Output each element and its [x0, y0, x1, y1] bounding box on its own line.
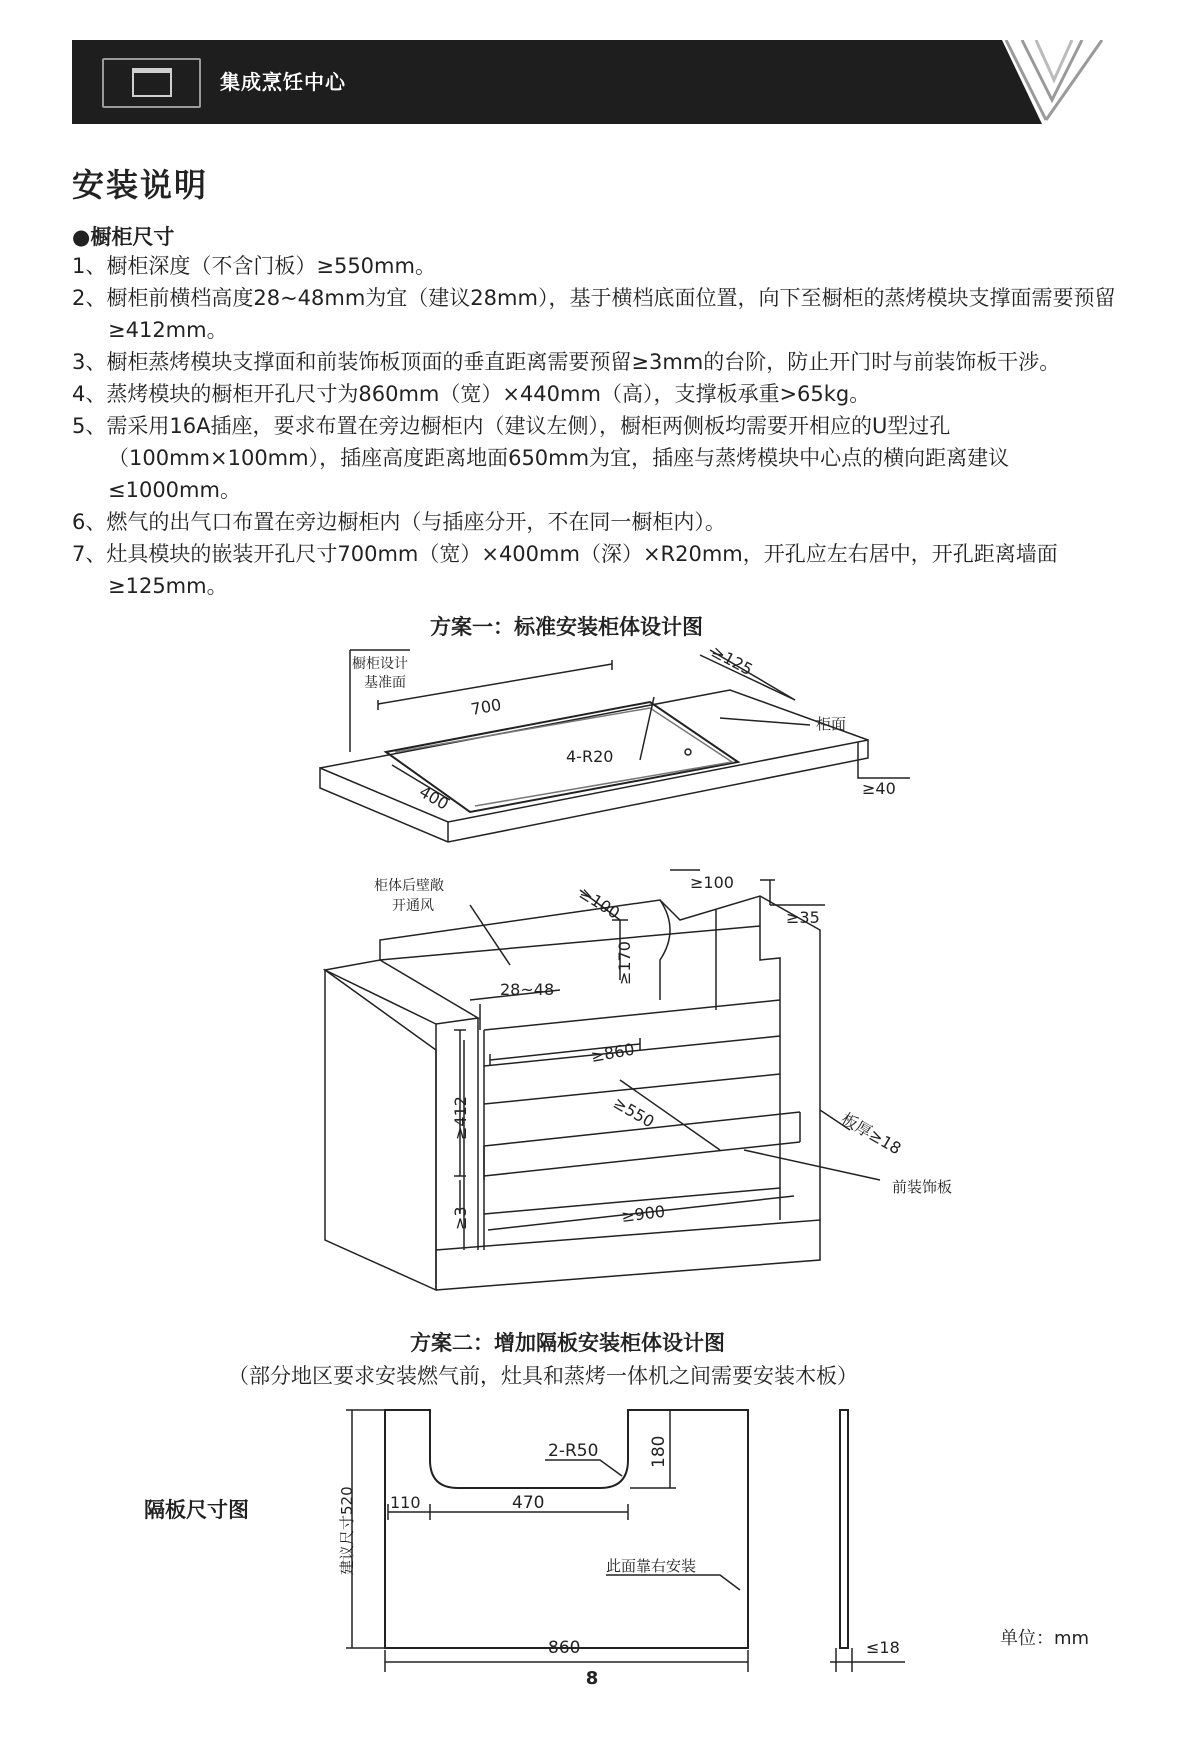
vent-line1: 柜体后壁敞: [374, 878, 444, 894]
partition-side-view: [840, 1410, 848, 1648]
vent-line2: 开通风: [392, 898, 434, 914]
dim-35: ≥35: [786, 908, 820, 927]
dim-3: ≥3: [451, 1206, 470, 1230]
diagram2-subcaption: （部分地区要求安装燃气前，灶具和蒸烤一体机之间需要安装木板）: [228, 1364, 858, 1388]
list-item: 2、橱柜前横档高度28~48mm为宜（建议28mm），基于横档底面位置，向下至橱柜的蒸烤模块支撑面需要预留≥412mm。: [72, 286, 1116, 342]
page-number: 8: [585, 1668, 599, 1689]
list-item: 6、燃气的出气口布置在旁边橱柜内（与插座分开，不在同一橱柜内）。: [72, 510, 726, 534]
list-item: 1、橱柜深度（不含门板）≥550mm。: [72, 254, 436, 278]
dim-18: ≤18: [866, 1638, 900, 1657]
dim-125: ≥125: [708, 641, 756, 680]
dim-rail: 28~48: [500, 980, 555, 999]
dim-550: ≥550: [610, 1093, 658, 1132]
diagram1-caption: 方案一：标准安装柜体设计图: [430, 615, 703, 639]
dim-860-board: 860: [548, 1638, 581, 1658]
dim-900: ≥900: [620, 1201, 667, 1226]
dim-860: ≥860: [589, 1039, 636, 1066]
dim-r50: 2-R50: [548, 1441, 599, 1461]
ref-line2: 基准面: [364, 675, 406, 691]
label-front-panel: 前装饰板: [892, 1178, 953, 1196]
ref-line1: 橱柜设计: [352, 656, 408, 672]
note-right-side: 此面靠右安装: [606, 1557, 697, 1575]
section-title: 橱柜尺寸: [90, 225, 175, 249]
dim-700: 700: [469, 694, 503, 719]
dim-400: 400: [416, 782, 452, 814]
label-counter: 柜面: [816, 715, 847, 733]
dim-100b: ≥100: [690, 873, 734, 892]
dim-100a: ≥100: [575, 883, 624, 923]
list-item: 5、需采用16A插座，要求布置在旁边橱柜内（建议左侧），橱柜两侧板均需要开相应的U型过孔（100mm×100mm），插座高度距离地面650mm为宜，插座与蒸烤模块中心点的横向距离建议≤1000mm。: [72, 414, 1010, 502]
bullet: ●: [72, 225, 91, 249]
dim-520: 建议尺寸520: [338, 1486, 356, 1575]
dim-180: 180: [649, 1435, 669, 1468]
page-title: 安装说明: [72, 166, 209, 204]
header-title: 集成烹饪中心: [220, 70, 346, 94]
unit-label: 单位：mm: [1000, 1628, 1090, 1649]
list-item: 3、橱柜蒸烤模块支撑面和前装饰板顶面的垂直距离需要预留≥3mm的台阶，防止开门时与前装饰板干涉。: [72, 350, 1061, 374]
list-item: 4、蒸烤模块的橱柜开孔尺寸为860mm（宽）×440mm（高），支撑板承重>65kg。: [72, 382, 871, 406]
dim-r20: 4-R20: [566, 747, 614, 766]
dim-110: 110: [390, 1493, 421, 1512]
dim-40: ≥40: [862, 779, 896, 798]
dim-470: 470: [512, 1493, 545, 1513]
diagram2-caption: 方案二：增加隔板安装柜体设计图: [410, 1331, 725, 1355]
list-item: 7、灶具模块的嵌装开孔尺寸700mm（宽）×400mm（深）×R20mm，开孔应左右居中，开孔距离墙面≥125mm。: [72, 542, 1058, 598]
partition-label: 隔板尺寸图: [144, 1498, 249, 1522]
dim-412: ≥412: [451, 1096, 470, 1140]
dim-board: 板厚≥18: [838, 1109, 905, 1159]
dim-170: ≥170: [615, 941, 634, 985]
